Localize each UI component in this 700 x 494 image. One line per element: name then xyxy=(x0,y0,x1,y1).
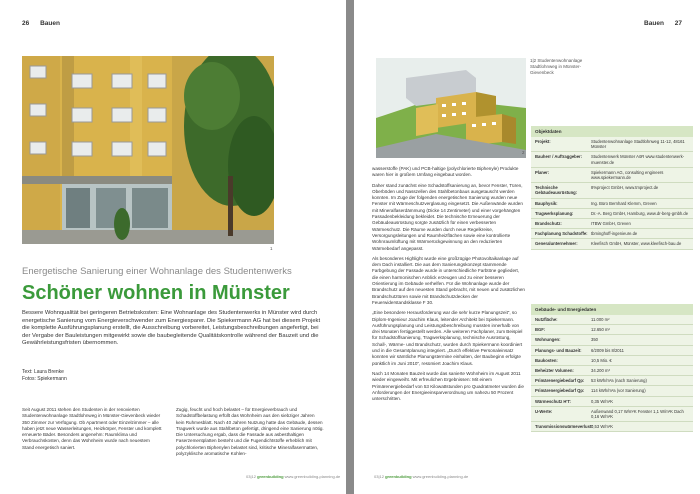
table-row xyxy=(531,346,693,356)
row-label: Wärmeschutz H'T: xyxy=(535,398,571,404)
page-number: 26 xyxy=(22,20,30,27)
paragraph: Daher stand zunächst eine Schadstoffsanierung an, bevor Fenster, Türen, Oberböden und Nasszellen des Stahlbetonbaus ausgetauscht werden konnten. Im Zuge der folgenden energetischen Sanierung wurden neue Fenster mit Wärmeschutzverglasung eingesetzt. Die Außenwände wurden mit Mineralfaserdämmung (Dicke 14 Zentimeter) und einer vorgehängten Fassadenbekleidung bekleidet. Die technische Erneuerung der Gebäudeausrüstung sorgte zusätzlich für einen verbesserten Wärmeschutz. Die Räume wurden durch neue Regelkreise, Versorgungsleitungen und Raumheizflächen sowie eine kontrollierte Wohnraumlüftung mit Wärmerückgewinnung an den reduzierten Wärmebedarf angepasst. xyxy=(372,182,523,251)
left-footer xyxy=(246,474,340,479)
table-row xyxy=(531,397,693,407)
photo-caption: 1|2 Studentenwohnanlage Stadtlohnweg in Münster-Gievenbeck xyxy=(530,58,583,75)
building-illustration xyxy=(22,56,274,244)
left-page xyxy=(0,0,346,494)
row-value: 350 xyxy=(591,337,598,343)
table-body xyxy=(531,315,693,432)
row-label: Wohnungen: xyxy=(535,337,561,343)
section-name: Bauen xyxy=(40,20,60,27)
table-row xyxy=(531,315,693,325)
row-value: 8%project GmbH, www.tmproject.de xyxy=(591,185,659,191)
rendering-image xyxy=(376,58,526,158)
row-value: 12.650 m² xyxy=(591,327,610,333)
row-value: Ing. Büro Bernhard Klemm, Greven xyxy=(591,200,657,206)
building-photo xyxy=(22,56,274,244)
table-row xyxy=(531,407,693,422)
project-data-table xyxy=(531,126,693,250)
row-value: Kleefisch GmbH, Münster, www.kleefisch-bau.de xyxy=(591,241,682,247)
row-value: 114 kWh/m²a (vor Sanierung) xyxy=(591,388,646,394)
photo-number: 1 xyxy=(270,246,273,251)
row-label: Planungs- und Bauzeit: xyxy=(535,347,582,353)
row-label: Bauherr / Auftraggeber: xyxy=(535,154,583,160)
paragraph: Als besonderes Highlight wurde eine großzügige Photovoltaikanlage auf dem Dach installiert. Die aus dem Sanierungskonzept stammende Farbgebung der Fassade wurde in unterschiedliche Farbtöne gegliedert, die einen harmonischen Anblick erzeugen und zu einer besseren Orientierung im Gebäude verhelfen. Für die Wohnanlage wurde der Brandschutz auf den neuesten Stand gebracht, mit neuen und zusätzlichen Brandschutztüren sowie mit Brandschutzdecken der Feuerwiderstandsklasse F 30. xyxy=(372,255,525,305)
row-label: Tragwerksplanung: xyxy=(535,210,574,216)
row-value: Studentenwohnanlage Stadtlohnweg 11-12, 48161 Münster xyxy=(591,139,685,150)
footer-brand: greenbuilding xyxy=(257,474,284,479)
table-row xyxy=(531,239,693,249)
table-row xyxy=(531,422,693,432)
right-body-column xyxy=(372,166,526,406)
text-credit: Text: Laura Brenke xyxy=(22,369,64,375)
table-row xyxy=(531,183,693,198)
table-row xyxy=(531,137,693,152)
table-row xyxy=(531,229,693,239)
row-label: Generalunternehmer: xyxy=(535,241,578,247)
row-label: Brandschutz: xyxy=(535,221,562,227)
row-value: 53 kWh/m²a (nach Sanierung) xyxy=(591,378,647,384)
body-column-2: Zugig, feucht und hoch belastet – für Energieverbrauch und Schadstoffbelastung erfüllt das Wohnheim aus den siebziger Jahren kein Ruhmesblatt. Nach 40 Jahren Nutzung hatte das Gebäude, dessen Tragwerk wurde aus Stahlbeton gefertigt, dringend eine Sanierung nötig. Die Untersuchung ergab, dass die Fassade aus asbesthaltigen Faserzementplatten besteht und die Fugendichtstoffe erheblich mit polychlorierten Biphenylen belastet sind, kritische Mineralfasermatten, polyzyklische aromatische Kohlen- xyxy=(176,407,324,457)
right-page-header xyxy=(644,20,682,27)
row-label: U-Werte: xyxy=(535,408,553,414)
row-label: Fachplanung Schadstoffe: xyxy=(535,231,588,237)
row-label: Technische Gebäudeausrüstung: xyxy=(535,185,578,196)
credits xyxy=(22,369,67,383)
row-value: tbminghoff-ingenieure.de xyxy=(591,231,638,237)
paragraph: „Eine besondere Herausforderung war die sehr kurze Planungszeit“, so Diplom-Ingenieur Joachim Klaus, leitender Architekt bei Spiekermann. Ausführungsplanung und Leistungsbeschreibung mussten innerhalb von drei Monaten fertiggestellt werden. Alle weiteren Fachplaner, zum Beispiel für Schadstoffsanierung, Tragwerksplanung, technische Ausrüstung, Schall-, Wärme- und Brandschutz, wurden durch Spiekermann koordiniert und in die Gesamtplanung integriert. „Durch effektive Personaleinsatz konnten wir sämtliche Planungstermine einhalten, der Baubeginn erfolgte pünktlich im Juni 2010“, resümiert Joachim Klaus. xyxy=(372,310,523,366)
issue-number: 03|12 xyxy=(246,474,256,479)
table-row xyxy=(531,335,693,345)
row-value: Spiekermann AG, consulting engineers www.spiekermann.de xyxy=(591,169,664,181)
row-value: Studentenwerk Münster AöR www.studentenwerk-muenster.de xyxy=(591,154,685,165)
photo-number: 2 xyxy=(522,150,525,155)
table-row xyxy=(531,168,693,183)
table-row xyxy=(531,376,693,386)
row-label: Baukosten: xyxy=(535,357,558,363)
row-label: Primärenergiebedarf Qp: xyxy=(535,388,585,394)
footer-url: www.greenbuilding-planning.de xyxy=(284,474,341,479)
row-value: Außenwand 0,17 W/m²K Fenster 1,1 W/m²K Dach 0,16 W/m²K xyxy=(591,408,684,420)
left-page-header xyxy=(22,20,60,27)
table-row xyxy=(531,366,693,376)
paragraph: Nach 14 Monaten Bauzeit wurde das sanierte Wohnheim im August 2011 wieder eingeweiht. Mit erfreulichen Ergebnissen: Mit einem Primärenergiebedarf von 53 Kilowattstunden pro Quadratmeter wurden die Anforderungen der Energieeinsparverordnung um nahezu 50 Prozent unterschritten. xyxy=(372,370,524,402)
row-value: Dr.-A. Berg GmbH, Hamburg, www.dr-berg-gmbh.de xyxy=(591,210,689,216)
article-title: Schöner wohnen in Münster xyxy=(22,282,290,304)
footer-brand: greenbuilding xyxy=(385,474,412,479)
row-value: 34.200 m³ xyxy=(591,368,610,374)
section-name: Bauen xyxy=(644,20,664,27)
row-label: Planer: xyxy=(535,169,550,175)
row-label: BGF: xyxy=(535,327,546,333)
table-row xyxy=(531,219,693,229)
table-row xyxy=(531,199,693,209)
row-label: Projekt: xyxy=(535,139,551,144)
table-body xyxy=(531,137,693,250)
issue-number: 03|12 xyxy=(374,474,384,479)
paragraph: wasserstoffe (PAK) und PCB-haltige (polychlorierte Biphenyle) Produkte waren hier in großem Umfang eingebaut worden. xyxy=(372,166,519,178)
row-value: ITBW GmbH, Greven xyxy=(591,221,631,227)
body-column-1: Seit August 2011 stehen den Studenten in der renovierten Studentenwohnanlage Stadtlohnweg in Münster-Gievenbeck wieder 350 Zimmer zur Verfügung. Ob Apartment oder Einzelzimmer – alle haben jetzt neue Wasserleitungen, Heizkörper, Fenster und komplett erneuerte Bäder. Besonders angenehm: Raumklima und Verbrauchskosten, denn das Wohnheim wurde nach neuestem Stand energetisch saniert. xyxy=(22,407,162,450)
row-label: Bauphysik: xyxy=(535,200,558,206)
row-label: Nutzfläche: xyxy=(535,317,558,322)
row-label: Beheizter Volumen: xyxy=(535,368,574,374)
row-value: 10,5 Mio. € xyxy=(591,357,612,363)
table-row xyxy=(531,209,693,219)
row-value: 0,35 W/m²K xyxy=(591,398,614,404)
table-title: Gebäude- und Energiedaten xyxy=(531,304,693,315)
article-lead: Bessere Wohnqualität bei geringeren Betriebskosten: Eine Wohnanlage des Studentenwerks in Münster wird durch energetische Sanierung vom Energieverschwender zum Energiesparer. Die Spiekermann AG hat bei diesem Projekt die komplette Ausführungsplanung erstellt, die Ausschreibung vorbereitet, Leistungsbeschreibungen angefertigt, bei der Vergabe der Bauleistungen mitgewirkt sowie die baubegleitende Qualitätskontrolle während der Bauzeit und die Gewährleistungsfristen übernommen. xyxy=(22,310,321,347)
footer-url: www.greenbuilding-planning.de xyxy=(412,474,469,479)
building-rendering xyxy=(376,58,526,158)
table-row xyxy=(531,152,693,167)
article-subtitle: Energetische Sanierung einer Wohnanlage des Studentenwerks xyxy=(22,266,292,277)
table-row xyxy=(531,356,693,366)
row-value: 6/2009 bis 8/2011 xyxy=(591,347,624,353)
row-label: Transmissionswärmeverlust: xyxy=(535,424,593,430)
table-row xyxy=(531,325,693,335)
row-value: 0,53 W/m²K xyxy=(591,424,614,430)
row-value: 11.000 m² xyxy=(591,317,610,322)
photo-credit: Fotos: Spiekermann xyxy=(22,376,67,382)
building-data-table xyxy=(531,304,693,432)
right-footer xyxy=(374,474,468,479)
page-number: 27 xyxy=(674,20,682,27)
row-label: Primärenergiebedarf Qp: xyxy=(535,378,585,384)
table-row xyxy=(531,386,693,396)
table-title: Objektdaten xyxy=(531,126,693,137)
